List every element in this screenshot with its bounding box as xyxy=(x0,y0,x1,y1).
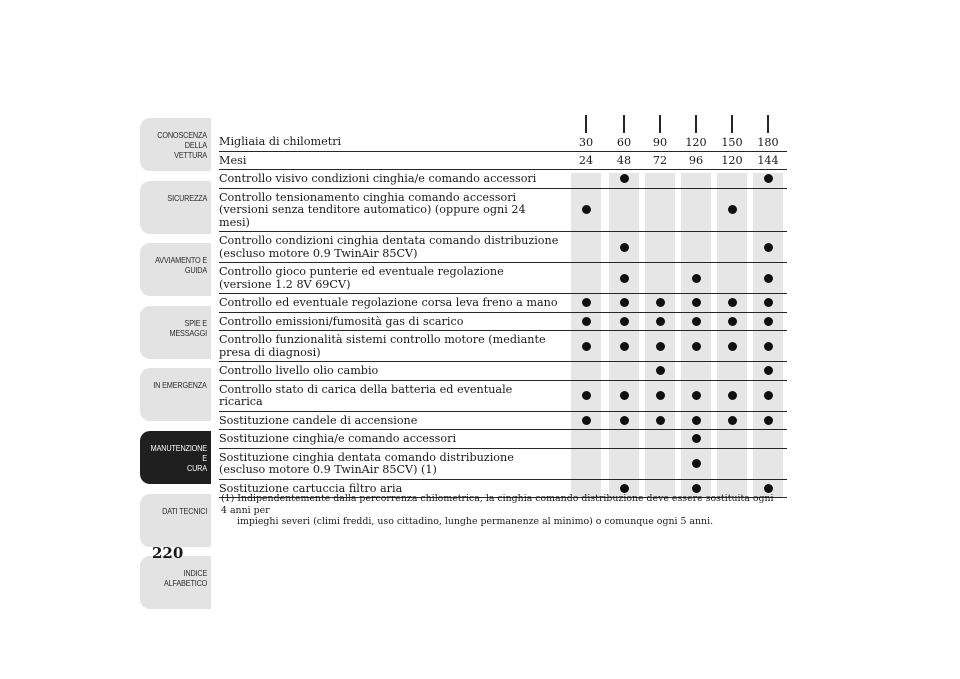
sidebar-tab-7[interactable] xyxy=(140,556,211,609)
schedule-cell xyxy=(645,232,675,262)
check-dot-icon xyxy=(764,391,773,400)
schedule-row xyxy=(219,263,787,294)
schedule-cell xyxy=(753,232,783,262)
schedule-cell xyxy=(645,362,675,380)
km-value: 120 xyxy=(681,133,711,151)
schedule-cell xyxy=(753,362,783,380)
sidebar-tab-label: INDICE ALFABETICO xyxy=(163,568,207,589)
schedule-cell xyxy=(753,170,783,188)
check-dot-icon xyxy=(728,416,737,425)
check-dot-icon xyxy=(764,342,773,351)
schedule-cell xyxy=(609,232,639,262)
row-label: Mesi xyxy=(219,153,247,167)
schedule-cell xyxy=(681,430,711,448)
check-dot-icon xyxy=(728,391,737,400)
schedule-cell xyxy=(571,331,601,361)
schedule-cell xyxy=(753,263,783,293)
check-dot-icon xyxy=(692,484,701,493)
row-label: Controllo tensionamento cinghia comando accessori (versioni senza tenditore automatico) (oppure ogni 24 mesi) xyxy=(219,190,526,229)
km-value: 30 xyxy=(571,133,601,151)
check-dot-icon xyxy=(620,298,629,307)
schedule-cell xyxy=(717,189,747,232)
sidebar-tab-3[interactable] xyxy=(140,306,211,359)
check-dot-icon xyxy=(620,317,629,326)
maintenance-schedule-table xyxy=(219,133,787,498)
schedule-cell xyxy=(681,412,711,430)
check-dot-icon xyxy=(656,391,665,400)
schedule-row xyxy=(219,362,787,381)
check-dot-icon xyxy=(728,205,737,214)
check-dot-icon xyxy=(656,342,665,351)
row-label: Migliaia di chilometri xyxy=(219,135,342,148)
sidebar-tab-2[interactable] xyxy=(140,243,211,296)
row-label: Controllo funzionalità sistemi controllo motore (mediante presa di diagnosi) xyxy=(219,333,546,359)
sidebar-tab-label: SICUREZZA xyxy=(167,192,207,203)
schedule-cell xyxy=(645,381,675,411)
schedule-cell xyxy=(753,294,783,312)
row-label: Sostituzione cartuccia filtro aria xyxy=(219,481,403,495)
row-label: Controllo visivo condizioni cinghia/e comando accessori xyxy=(219,172,537,185)
check-dot-icon xyxy=(728,342,737,351)
schedule-cell xyxy=(681,294,711,312)
check-dot-icon xyxy=(764,317,773,326)
schedule-cell xyxy=(609,381,639,411)
schedule-cell xyxy=(753,381,783,411)
schedule-cell xyxy=(571,170,601,188)
check-dot-icon xyxy=(692,298,701,307)
schedule-cell xyxy=(681,362,711,380)
schedule-cell xyxy=(717,362,747,380)
km-value: 180 xyxy=(753,133,783,151)
schedule-cell xyxy=(717,430,747,448)
page-number: 220 xyxy=(152,544,184,562)
km-value: 90 xyxy=(645,133,675,151)
check-dot-icon xyxy=(728,298,737,307)
schedule-cell xyxy=(753,189,783,232)
months-value: 144 xyxy=(753,152,783,170)
sidebar-tab-label: AVVIAMENTO E GUIDA xyxy=(155,255,207,276)
schedule-cell xyxy=(571,362,601,380)
check-dot-icon xyxy=(582,298,591,307)
schedule-cell xyxy=(645,331,675,361)
sidebar-tab-label: DATI TECNICI xyxy=(161,505,207,516)
check-dot-icon xyxy=(582,416,591,425)
sidebar-tab-label: IN EMERGENZA xyxy=(153,380,207,391)
schedule-cell xyxy=(645,170,675,188)
schedule-row xyxy=(219,170,787,189)
sidebar-tab-label: CONOSCENZA DELLA VETTURA xyxy=(157,130,207,160)
schedule-cell xyxy=(571,263,601,293)
schedule-cell xyxy=(645,189,675,232)
schedule-cell xyxy=(681,331,711,361)
months-value: 120 xyxy=(717,152,747,170)
schedule-cell xyxy=(681,449,711,479)
schedule-row xyxy=(219,449,787,480)
schedule-cell xyxy=(571,449,601,479)
schedule-cell xyxy=(681,313,711,331)
check-dot-icon xyxy=(620,416,629,425)
footnote xyxy=(221,493,781,528)
schedule-cell xyxy=(609,170,639,188)
check-dot-icon xyxy=(620,391,629,400)
header-months-row xyxy=(219,152,787,171)
check-dot-icon xyxy=(764,484,773,493)
schedule-cell xyxy=(753,449,783,479)
row-label: Controllo stato di carica della batteria ed eventuale ricarica xyxy=(219,382,513,408)
schedule-cell xyxy=(717,381,747,411)
schedule-cell xyxy=(645,294,675,312)
schedule-cell xyxy=(609,263,639,293)
check-dot-icon xyxy=(764,174,773,183)
check-dot-icon xyxy=(692,274,701,283)
schedule-row xyxy=(219,313,787,332)
schedule-cell xyxy=(681,189,711,232)
check-dot-icon xyxy=(582,317,591,326)
schedule-row xyxy=(219,381,787,412)
check-dot-icon xyxy=(582,391,591,400)
schedule-cell xyxy=(717,232,747,262)
schedule-cell xyxy=(571,189,601,232)
check-dot-icon xyxy=(692,416,701,425)
schedule-cell xyxy=(717,449,747,479)
schedule-cell xyxy=(681,263,711,293)
months-value: 24 xyxy=(571,152,601,170)
check-dot-icon xyxy=(656,298,665,307)
row-label: Sostituzione cinghia dentata comando distribuzione (escluso motore 0.9 TwinAir 85CV) (1) xyxy=(219,450,514,476)
schedule-cell xyxy=(681,170,711,188)
months-value: 96 xyxy=(681,152,711,170)
schedule-cell xyxy=(681,381,711,411)
row-label: Controllo ed eventuale regolazione corsa leva freno a mano xyxy=(219,296,558,309)
check-dot-icon xyxy=(620,274,629,283)
schedule-cell xyxy=(609,294,639,312)
schedule-cell xyxy=(571,232,601,262)
schedule-cell xyxy=(609,189,639,232)
row-label: Sostituzione cinghia/e comando accessori xyxy=(219,432,457,445)
schedule-row xyxy=(219,294,787,313)
check-dot-icon xyxy=(764,274,773,283)
sidebar-tab-0[interactable] xyxy=(140,118,211,171)
schedule-cell xyxy=(753,412,783,430)
header-km-row xyxy=(219,133,787,152)
check-dot-icon xyxy=(692,342,701,351)
schedule-cell xyxy=(645,430,675,448)
months-value: 72 xyxy=(645,152,675,170)
check-dot-icon xyxy=(764,366,773,375)
check-dot-icon xyxy=(692,434,701,443)
check-dot-icon xyxy=(692,459,701,468)
schedule-row xyxy=(219,430,787,449)
schedule-cell xyxy=(717,331,747,361)
row-label: Sostituzione candele di accensione xyxy=(219,413,418,427)
sidebar-tab-5[interactable] xyxy=(140,431,211,484)
schedule-cell xyxy=(645,449,675,479)
check-dot-icon xyxy=(764,243,773,252)
schedule-cell xyxy=(645,313,675,331)
sidebar-tab-label: MANUTENZIONE E CURA xyxy=(150,442,207,473)
check-dot-icon xyxy=(764,416,773,425)
check-dot-icon xyxy=(582,205,591,214)
km-value: 60 xyxy=(609,133,639,151)
check-dot-icon xyxy=(692,391,701,400)
row-label: Controllo emissioni/fumosità gas di scarico xyxy=(219,314,464,328)
schedule-cell xyxy=(571,313,601,331)
row-label: Controllo livello olio cambio xyxy=(219,364,379,377)
schedule-cell xyxy=(681,232,711,262)
schedule-cell xyxy=(571,412,601,430)
km-value: 150 xyxy=(717,133,747,151)
check-dot-icon xyxy=(656,416,665,425)
check-dot-icon xyxy=(620,484,629,493)
row-label: Controllo condizioni cinghia dentata comando distribuzione (escluso motore 0.9 TwinAir 85CV) xyxy=(219,234,559,260)
schedule-cell xyxy=(645,263,675,293)
check-dot-icon xyxy=(656,366,665,375)
check-dot-icon xyxy=(620,342,629,351)
check-dot-icon xyxy=(656,317,665,326)
schedule-row xyxy=(219,232,787,263)
schedule-cell xyxy=(609,362,639,380)
schedule-cell xyxy=(717,263,747,293)
check-dot-icon xyxy=(620,243,629,252)
schedule-cell xyxy=(717,170,747,188)
schedule-cell xyxy=(609,412,639,430)
check-dot-icon xyxy=(728,317,737,326)
schedule-cell xyxy=(609,313,639,331)
schedule-cell xyxy=(571,294,601,312)
sidebar-tab-label: SPIE E MESSAGGI xyxy=(169,317,207,338)
schedule-cell xyxy=(717,294,747,312)
schedule-cell xyxy=(609,430,639,448)
schedule-row xyxy=(219,331,787,362)
check-dot-icon xyxy=(692,317,701,326)
schedule-cell xyxy=(753,430,783,448)
schedule-row xyxy=(219,412,787,431)
check-dot-icon xyxy=(764,298,773,307)
check-dot-icon xyxy=(620,174,629,183)
check-dot-icon xyxy=(582,342,591,351)
schedule-cell xyxy=(753,313,783,331)
schedule-cell xyxy=(753,331,783,361)
sidebar-tab-4[interactable] xyxy=(140,368,211,421)
row-label: Controllo gioco punterie ed eventuale regolazione (versione 1.2 8V 69CV) xyxy=(219,265,504,291)
schedule-cell xyxy=(717,412,747,430)
schedule-cell xyxy=(717,313,747,331)
months-value: 48 xyxy=(609,152,639,170)
schedule-row xyxy=(219,189,787,233)
schedule-cell xyxy=(571,381,601,411)
schedule-cell xyxy=(571,430,601,448)
schedule-cell xyxy=(609,331,639,361)
footnote-line-2: impieghi severi (climi freddi, uso cittadino, lunghe permanenze al minimo) o comunque ogni 5 anni. xyxy=(237,516,714,527)
footnote-line-1: (1) Indipendentemente dalla percorrenza chilometrica, la cinghia comando distribuzione deve essere sostituita ogni 4 anni per xyxy=(221,493,774,516)
sidebar-tab-1[interactable] xyxy=(140,181,211,234)
schedule-cell xyxy=(645,412,675,430)
schedule-cell xyxy=(609,449,639,479)
sidebar-tab-6[interactable] xyxy=(140,494,211,547)
